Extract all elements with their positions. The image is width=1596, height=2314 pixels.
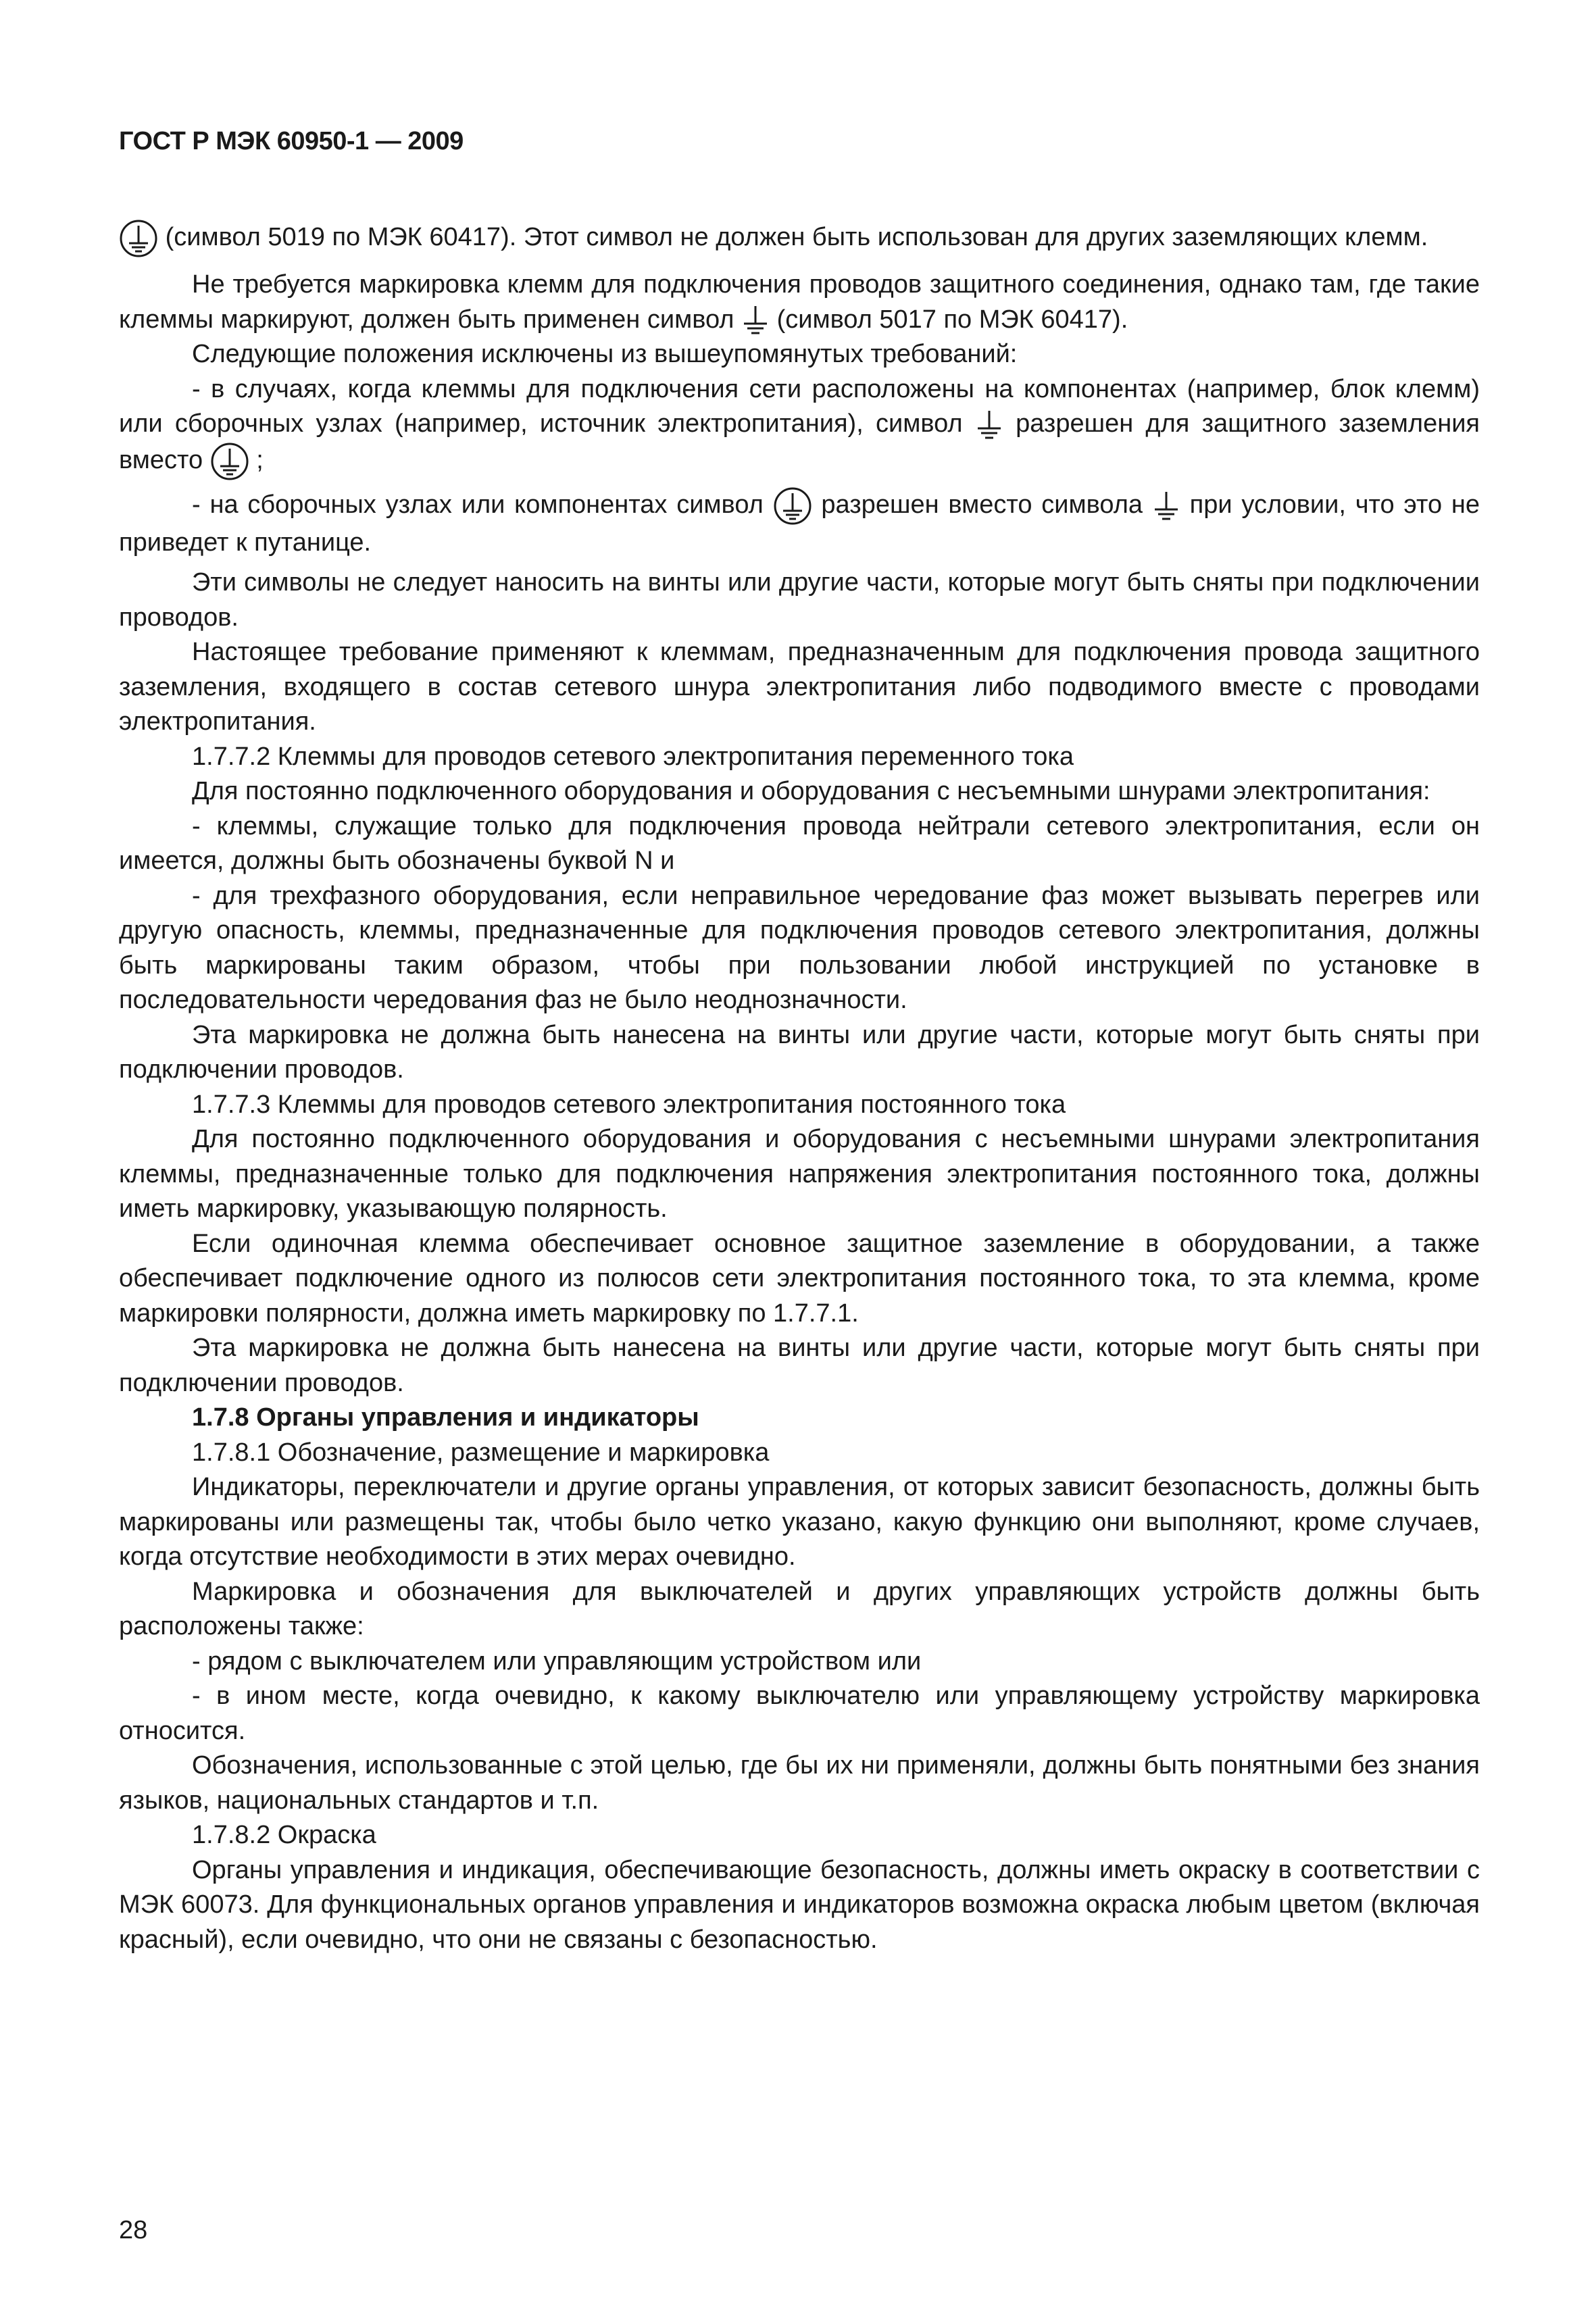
paragraph: Настоящее требование применяют к клеммам, предназначенным для подключения провода защитного заземления, входящего в состав сетевого шнура электропитания либо подводимого вместе с проводами электропитания. xyxy=(119,638,1480,736)
paragraph: Для постоянно подключенного оборудования и оборудования с несъемными шнурами электропитания клеммы, предназначенные только для подключения напряжения электропитания постоянного тока, должны иметь маркировку, указывающую полярность. xyxy=(119,1125,1480,1223)
earth-symbol-icon xyxy=(741,305,770,336)
protective-earth-symbol-icon xyxy=(119,219,158,258)
paragraph: (символ 5019 по МЭК 60417). Этот символ не должен быть использован для других заземляющих клемм. xyxy=(119,219,1480,258)
section-heading: 1.7.8.2 Окраска xyxy=(192,1821,376,1849)
section-heading: 1.7.7.2 Клеммы для проводов сетевого электропитания переменного тока xyxy=(192,742,1074,771)
list-item: - клеммы, служащие только для подключения провода нейтрали сетевого электропитания, если он имеется, должны быть обозначены буквой N и xyxy=(119,811,1480,875)
list-item: - для трехфазного оборудования, если неправильное чередование фаз может вызывать перегрев или другую опасность, клеммы, предназначенные для подключения проводов сетевого электропитания, должны быть маркированы таким образом, чтобы при пользовании любой инструкцией по установке в последовательности чередования фаз не было неоднозначности. xyxy=(119,881,1480,1014)
page-number: 28 xyxy=(119,2216,148,2244)
paragraph: Органы управления и индикация, обеспечивающие безопасность, должны иметь окраску в соответствии с МЭК 60073. Для функциональных органов управления и индикаторов возможна окраска любым цветом (включая красный), если очевидно, что они не связаны с безопасностью. xyxy=(119,1855,1480,1954)
paragraph: Обозначения, использованные с этой целью, где бы их ни применяли, должны быть понятными без знания языков, национальных стандартов и т.п. xyxy=(119,1751,1480,1815)
paragraph: Не требуется маркировка клемм для подключения проводов защитного соединения, однако там, где такие клеммы маркируют, должен быть применен символ (символ 5017 по МЭК 60417). xyxy=(119,268,1480,337)
document-header: ГОСТ Р МЭК 60950-1 — 2009 xyxy=(119,127,464,155)
paragraph: Если одиночная клемма обеспечивает основное защитное заземление в оборудовании, а также обеспечивает подключение одного из полюсов сети электропитания постоянного тока, то эта клемма, кроме маркировки полярности, должна иметь маркировку по 1.7.7.1. xyxy=(119,1229,1480,1328)
paragraph: Эта маркировка не должна быть нанесена на винты или другие части, которые могут быть сняты при подключении проводов. xyxy=(119,1020,1480,1084)
paragraph: Следующие положения исключены из вышеупомянутых требований: xyxy=(192,340,1018,368)
paragraph: Эти символы не следует наносить на винты или другие части, которые могут быть сняты при подключении проводов. xyxy=(119,568,1480,632)
earth-symbol-icon xyxy=(975,409,1003,441)
section-heading: 1.7.7.3 Клеммы для проводов сетевого электропитания постоянного тока xyxy=(192,1090,1066,1119)
document-body xyxy=(119,209,1480,1957)
paragraph: - в случаях, когда клеммы для подключения сети расположены на компонентах (например, блок клемм) или сборочных узлах (например, источник электропитания), символ разрешен для защитного заземления вместо ; xyxy=(119,372,1480,481)
paragraph: Маркировка и обозначения для выключателей и других управляющих устройств должны быть расположены также: xyxy=(119,1577,1480,1640)
protective-earth-symbol-icon xyxy=(210,442,249,481)
protective-earth-symbol-icon xyxy=(773,486,812,526)
list-item: - в ином месте, когда очевидно, к какому выключателю или управляющему устройству маркировка относится. xyxy=(119,1682,1480,1745)
section-heading: 1.7.8.1 Обозначение, размещение и маркировка xyxy=(192,1438,770,1467)
paragraph: Индикаторы, переключатели и другие органы управления, от которых зависит безопасность, должны быть маркированы или размещены так, чтобы было четко указано, какую функцию они выполняют, кроме случаев, когда отсутствие необходимости в этих мерах очевидно. xyxy=(119,1473,1480,1571)
list-item: - рядом с выключателем или управляющим устройством или xyxy=(192,1646,922,1676)
paragraph: Эта маркировка не должна быть нанесена на винты или другие части, которые могут быть сняты при подключении проводов. xyxy=(119,1334,1480,1397)
section-heading-bold: 1.7.8 Органы управления и индикаторы xyxy=(192,1403,699,1432)
paragraph: Для постоянно подключенного оборудования и оборудования с несъемными шнурами электропитания: xyxy=(192,777,1430,805)
paragraph: - на сборочных узлах или компонентах символ разрешен вместо символа при условии, что это не приведет к путанице. xyxy=(119,486,1480,561)
earth-symbol-icon xyxy=(1152,491,1180,522)
